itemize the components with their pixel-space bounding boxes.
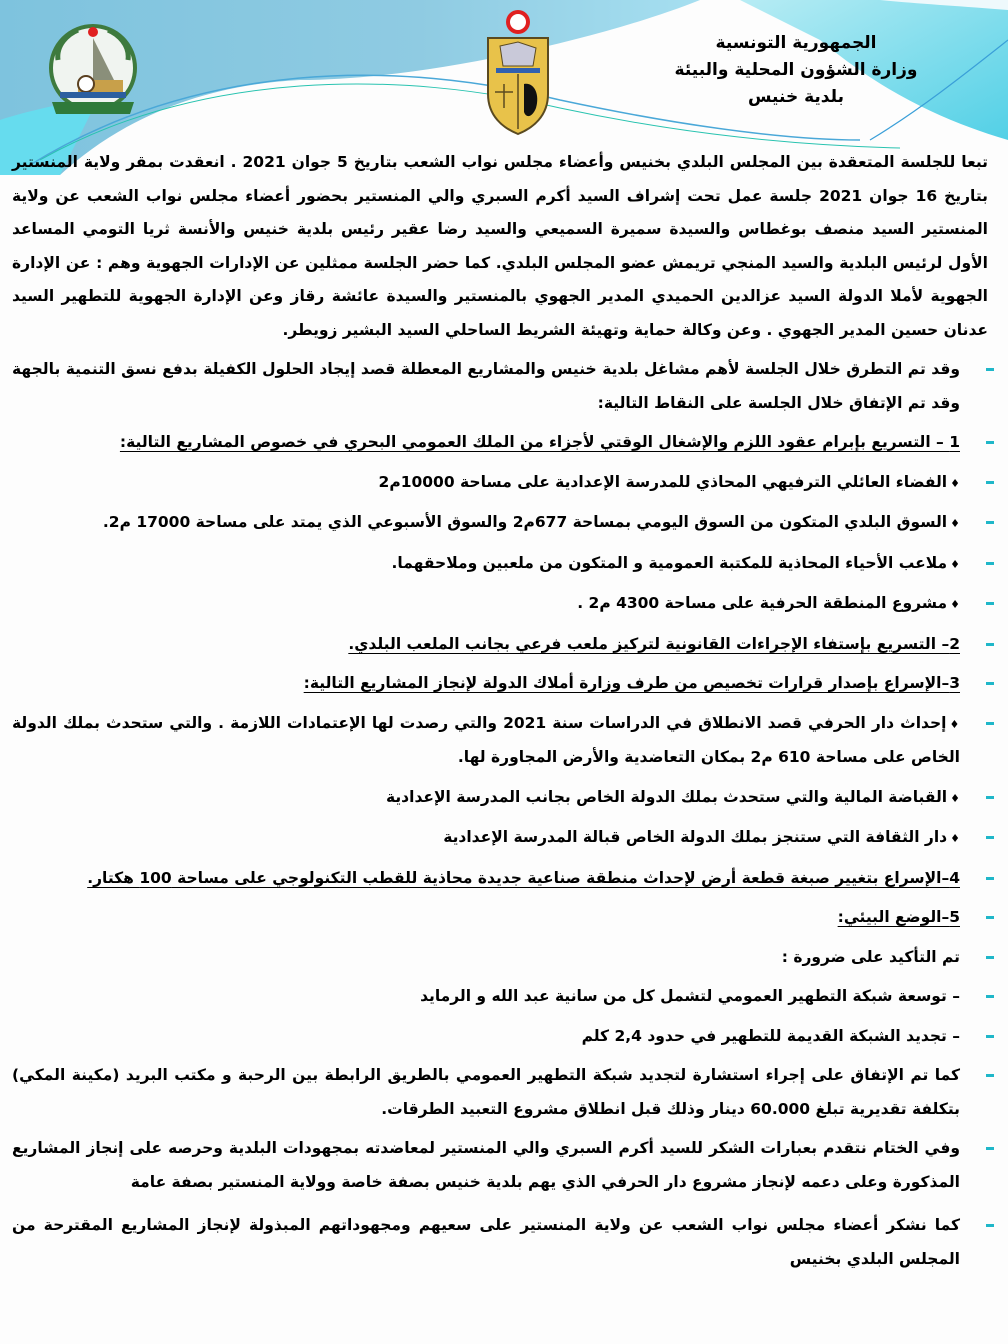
diamond-bullet-icon: ♦ — [950, 476, 960, 490]
item-text: السوق البلدي المتكون من السوق اليومي بمساحة 677م2 والسوق الأسبوعي الذي يمتد على مساحة 17000 م2. — [102, 513, 948, 531]
dash-bullet-icon — [986, 682, 994, 685]
dash-bullet-icon — [986, 1224, 994, 1227]
dash-bullet-icon — [986, 916, 994, 919]
section-heading-2 — [0, 628, 1008, 662]
item-text: وفي الختام نتقدم بعبارات الشكر للسيد أكرم السبري والي المنستير لمعاضدته بمجهودات البلدية وحرصه على إنجاز المشاريع المذكورة وعلى دعمه لإنجاز مشروع دار الحرفي الذي يهم بلدية خنيس بصفة خاصة وولاية المنستير بصفة عامة — [12, 1139, 960, 1191]
item-text: ملاعب الأحياء المحاذية للمكتبة العمومية و المتكون من ملعبين وملاحقهما. — [391, 553, 948, 572]
header-line-ministry: وزارة الشؤون المحلية والبيئة — [674, 60, 918, 80]
section-heading-5 — [0, 901, 1008, 935]
item-text: وقد تم التطرق خلال الجلسة لأهم مشاغل بلدية خنيس والمشاريع المعطلة قصد إيجاد الحلول الكفيلة بدفع نسق التنمية بالجهة وقد تم الإتفاق خلال الجلسة على النقاط التالية: — [12, 360, 960, 412]
dash-bullet-icon — [986, 877, 994, 880]
item-text: تم التأكيد على ضرورة : — [781, 947, 960, 966]
dash-bullet-icon — [986, 1147, 994, 1150]
dash-bullet-icon — [986, 836, 994, 839]
diamond-bullet-icon: ♦ — [950, 598, 960, 611]
dash-bullet-icon — [986, 956, 994, 959]
list-item — [0, 1132, 1008, 1199]
diamond-bullet-icon: ♦ — [950, 791, 960, 805]
item-text: 1 – التسريع بإبرام عقود اللزم والإشغال الوقتي لأجزاء من الملك العمومي البحري في خصوص المشاريع التالية: — [119, 433, 960, 451]
item-text: الفضاء العائلي الترفيهي المحاذي للمدرسة الإعدادية على مساحة 10000م2 — [378, 472, 948, 491]
list-item — [0, 587, 1008, 622]
header-title-block — [666, 30, 926, 111]
list-item — [0, 781, 1008, 816]
list-item — [0, 1059, 1008, 1126]
item-text: – توسعة شبكة التطهير العمومي لتشمل كل من سانية عبد الله و الرمايد — [420, 987, 960, 1005]
item-text: – تجديد الشبكة القديمة للتطهير في حدود 2,4 كلم — [581, 1026, 960, 1045]
tunisia-coat-of-arms — [478, 4, 558, 136]
document-body — [0, 146, 1008, 1276]
dash-bullet-icon — [986, 995, 994, 998]
list-item — [0, 941, 1008, 975]
dash-bullet-icon — [986, 722, 994, 725]
list-item — [0, 466, 1008, 501]
section-heading-4 — [0, 862, 1008, 896]
dash-bullet-icon — [986, 441, 994, 444]
municipality-logo — [38, 20, 148, 120]
list-item — [0, 821, 1008, 856]
header-line-republic: الجمهورية التونسية — [715, 33, 877, 53]
dash-bullet-icon — [986, 1074, 994, 1077]
list-item — [0, 1209, 1008, 1276]
dash-bullet-icon — [986, 521, 994, 524]
list-item — [0, 547, 1008, 582]
item-text: 3–الإسراع بإصدار قرارات تخصيص من طرف وزارة أملاك الدولة لإنجاز المشاريع التالية: — [303, 674, 960, 692]
item-text: 5–الوضع البيئي: — [837, 908, 960, 926]
list-item — [0, 506, 1008, 541]
list-item — [0, 707, 1008, 775]
item-text: كما تم الإتفاق على إجراء استشارة لتجديد شبكة التطهير العمومي بالطريق الرابطة بين الرحبة و مكتب البريد (مكينة المكي) بتكلفة تقديرية تبلغ 60.000 دينار وذلك قبل انطلاق مشروع التعبيد الطرقات. — [12, 1066, 960, 1118]
item-text: 2– التسريع بإستفاء الإجراءات القانونية لتركيز ملعب فرعي بجانب الملعب البلدي. — [348, 634, 960, 653]
dash-bullet-icon — [986, 562, 994, 565]
item-text: دار الثقافة التي ستنجز بملك الدولة الخاص قبالة المدرسة الإعدادية — [443, 828, 948, 846]
dash-bullet-icon — [986, 1035, 994, 1038]
item-text: كما نشكر أعضاء مجلس نواب الشعب عن ولاية المنستير على سعيهم ومجهوداتهم المبذولة لإنجاز المشاريع المقترحة من المجلس البلدي بخنيس — [12, 1216, 960, 1268]
header-line-municipality: بلدية خنيس — [748, 87, 844, 107]
dash-bullet-icon — [986, 643, 994, 646]
diamond-bullet-icon: ♦ — [950, 557, 960, 571]
section-heading-1 — [0, 426, 1008, 460]
dash-bullet-icon — [986, 481, 994, 484]
dash-bullet-icon — [986, 796, 994, 799]
diamond-bullet-icon: ♦ — [950, 517, 960, 530]
dash-bullet-icon — [986, 602, 994, 605]
item-text: إحداث دار الحرفي قصد الانطلاق في الدراسات سنة 2021 والتي رصدت لها الإعتمادات اللازمة . والتي ستحدث بملك الدولة الخاص على مساحة 610 م2 بمكان التعاضدية والأرض المجاورة لها. — [12, 713, 960, 766]
diamond-bullet-icon: ♦ — [950, 832, 960, 845]
item-text: القباضة المالية والتي ستحدث بملك الدولة الخاص بجانب المدرسة الإعدادية — [385, 787, 948, 806]
list-item — [0, 353, 1008, 420]
list-item — [0, 980, 1008, 1014]
item-text: مشروع المنطقة الحرفية على مساحة 4300 م2 . — [577, 594, 948, 612]
list-item — [0, 1020, 1008, 1054]
intro-paragraph: تبعا للجلسة المتعقدة بين المجلس البلدي بخنيس وأعضاء مجلس نواب الشعب بتاريخ 5 جوان 2021 . انعقدت بمقر ولاية المنستير بتاريخ 16 جوان 2021 جلسة عمل تحت إشراف السيد أكرم السبري والي المنستير بحضور أعضاء مجلس نواب الشعب عن ولاية المنستير السيد منصف بوغطاس والسيدة سميرة السميعي والسيد رضا عقير رئيس بلدية خنيس والأنسة ثريا التومي المساعد الأول لرئيس البلدية والسيد المنجي تريمش عضو المجلس البلدي. كما حضر الجلسة ممثلين عن الإدارات الجهوية وهم : عن الإدارة الجهوية لأملا الدولة السيد عزالدين الحميدي المدير الجهوي بالمنستير والسيدة عائشة رقاز وعن الإدارة الجهوية للتطهير السيد عدنان حسين المدير الجهوي . وعن وكالة حماية وتهيئة الشريط الساحلي السيد البشير زويطر. — [12, 153, 989, 339]
dash-bullet-icon — [986, 368, 994, 371]
diamond-bullet-icon: ♦ — [949, 717, 960, 731]
section-heading-3 — [0, 667, 1008, 701]
item-text: 4–الإسراع بتغيير صبغة قطعة أرض لإحداث منطقة صناعية جديدة محاذية للقطب التكنولوجي على مساحة 100 هكتار. — [87, 868, 960, 887]
